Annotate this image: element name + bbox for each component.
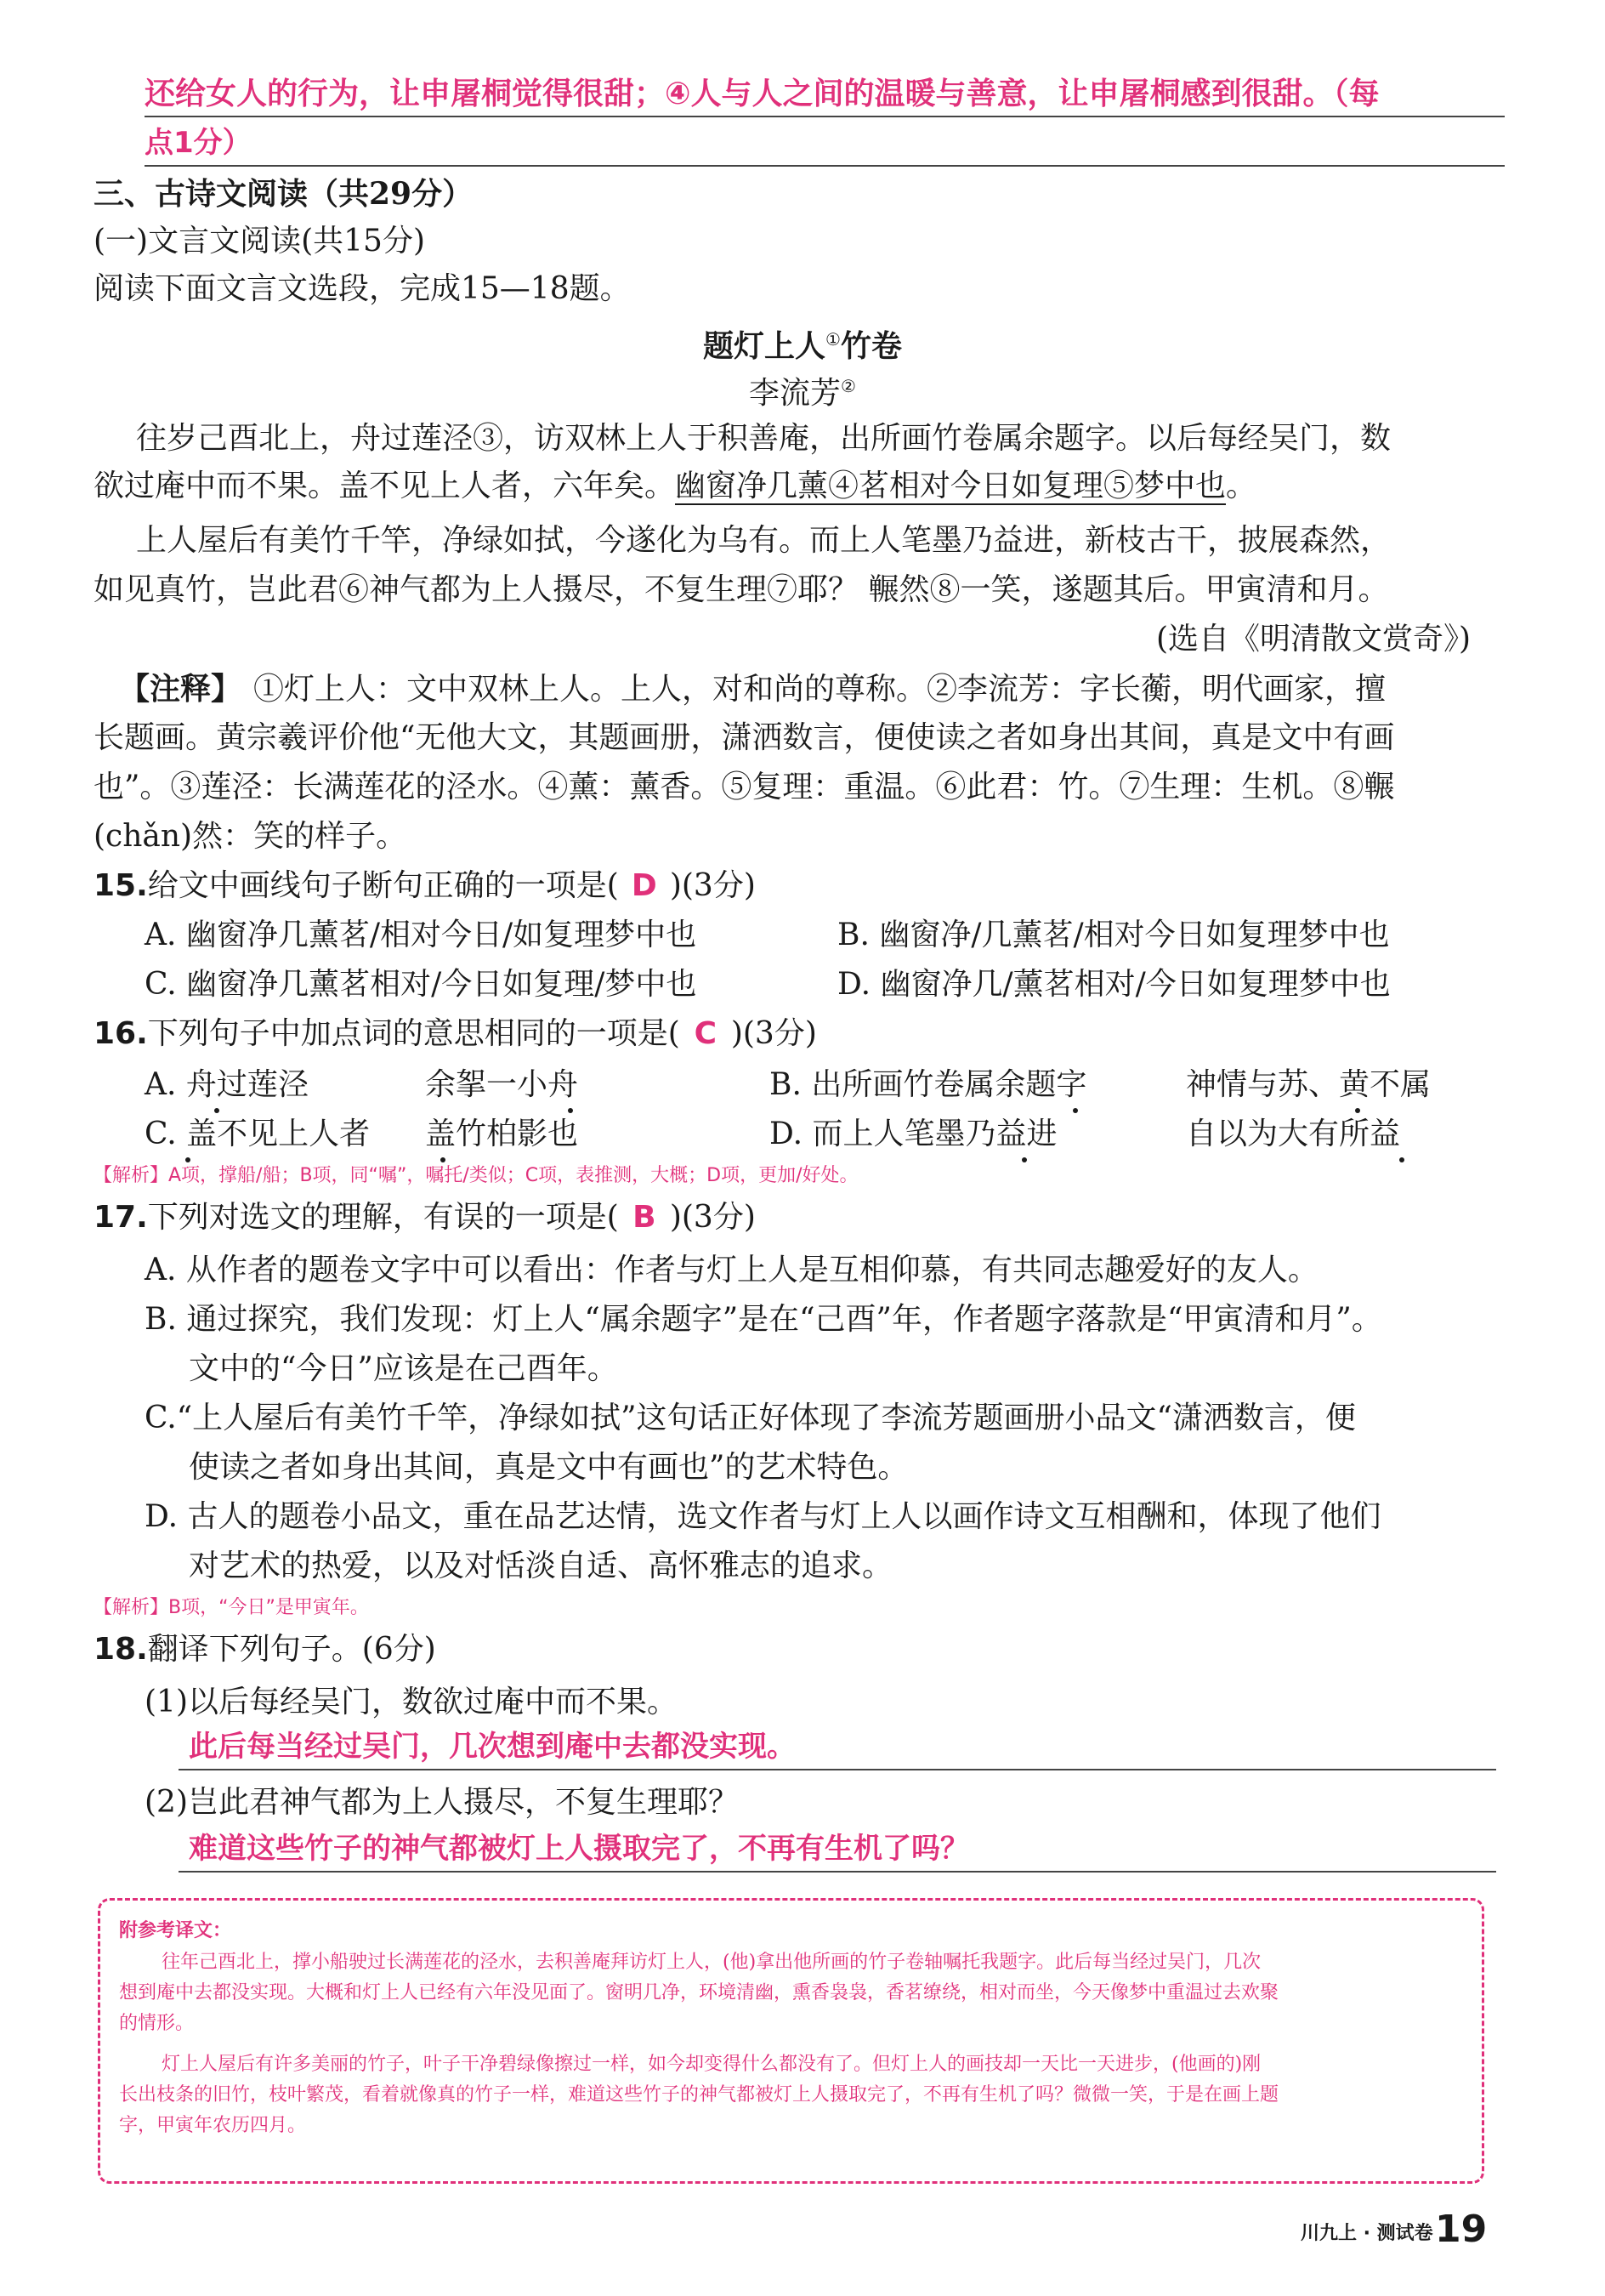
answer-underline [145,116,1505,117]
q15-option-d: D. 幽窗净几/薰茗相对/今日如复理梦中也 [837,967,1391,1002]
q16-option-d2: 自以为大有所益 [1186,1117,1401,1151]
footer-label: 川九上 · 测试卷 [1301,2223,1433,2244]
sub-heading: (一)文言文阅读(共15分) [94,224,425,259]
q16-option-d1: D. 而上人笔墨乃益进 [769,1117,1058,1151]
reference-line1: 往年己酉北上，撑小船驶过长满莲花的泾水，去积善庵拜访灯上人，(他)拿出他所画的竹子卷轴嘱托我题字。此后每当经过吴门，几次 [162,1952,1262,1973]
notes-line3: 也”。③莲泾：长满莲花的泾水。④薰：薰香。⑤复理：重温。⑥此君：竹。⑦生理：生机。⑧冁 [94,770,1395,804]
reference-line4: 灯上人屋后有许多美丽的竹子，叶子干净碧绿像擦过一样，如今却变得什么都没有了。但灯上人的画技却一天比一天进步，(他画的)刚 [162,2054,1262,2075]
q15-option-a: A. 幽窗净几薰茗/相对今日/如复理梦中也 [145,918,697,952]
emphasis-dot [568,1108,573,1113]
emphasis-dot [185,1157,190,1162]
q17-option-c-line2: 使读之者如身出其间，真是文中有画也”的艺术特色。 [189,1450,909,1485]
q17-option-a: A. 从作者的题卷文字中可以看出：作者与灯上人是互相仰慕，有共同志趣爱好的友人。 [145,1253,1319,1287]
emphasis-dot [440,1157,445,1162]
reference-title: 附参考译文： [119,1919,232,1941]
q17-analysis: 【解析】B项，“今日”是甲寅年。 [94,1597,369,1618]
q17-option-c-line1: C.“上人屋后有美竹千竿，净绿如拭”这句话正好体现了李流芳题画册小品文“潇洒数言，便 [145,1401,1356,1435]
emphasis-dot [1022,1157,1027,1162]
notes-line4: (chǎn)然：笑的样子。 [94,819,407,854]
q16-answer: C [694,1016,717,1051]
passage-p1-line2: 欲过庵中而不果。盖不见上人者，六年矣。幽窗净几薰④茗相对今日如复理⑤梦中也。 [94,469,1257,503]
emphasis-dot [214,1108,219,1113]
q16-option-b2: 神情与苏、黄不属 [1186,1067,1432,1102]
q15-option-c: C. 幽窗净几薰茗相对/今日如复理/梦中也 [145,967,697,1002]
reference-line6: 字，甲寅年农历四月。 [119,2115,307,2136]
page-number: 19 [1435,2208,1488,2251]
q15-answer: D [631,868,657,903]
q18-sentence-1: (1)以后每经吴门，数欲过庵中而不果。 [145,1685,678,1719]
q17-option-b-line2: 文中的“今日”应该是在己酉年。 [189,1351,618,1386]
q18-answer-1: 此后每当经过吴门，几次想到庵中去都没实现。 [189,1730,796,1764]
underlined-sentence: 幽窗净几薰④茗相对今日如复理⑤梦中也 [675,469,1227,503]
prev-answer-line1: 还给女人的行为，让申屠桐觉得很甜；④人与人之间的温暖与善意，让申屠桐感到很甜。（每 [145,77,1380,111]
q16-option-b1: B. 出所画竹卷属余题字 [769,1067,1087,1102]
prev-answer-line2: 点1分） [145,126,252,160]
passage-author: 李流芳② [749,376,856,411]
q16-option-c1: C. 盖不见上人者 [145,1117,371,1151]
notes-line2: 长题画。黄宗羲评价他“无他大文，其题画册，潇洒数言，便使读之者如身出其间，真是文中有画 [94,720,1395,755]
q17-stem: 17.下列对选文的理解，有误的一项是( B )(3分) [94,1197,756,1238]
notes-line1: 【注释】 ①灯上人：文中双林上人。上人，对和尚的尊称。②李流芳：字长蘅，明代画家，擅 [119,671,1387,707]
reference-line3: 的情形。 [119,2013,195,2034]
passage-title: 题灯上人①竹卷 [703,328,902,364]
q17-option-d-line1: D. 古人的题卷小品文，重在品艺达情，选文作者与灯上人以画作诗文互相酬和，体现了他们 [145,1499,1381,1534]
q16-stem: 16.下列句子中加点词的意思相同的一项是( C )(3分) [94,1014,817,1054]
instruction: 阅读下面文言文选段，完成15—18题。 [94,271,631,306]
passage-p2-line1: 上人屋后有美竹千竿，净绿如拭，今遂化为乌有。而上人笔墨乃益进，新枝古干，披展森然， [136,523,1392,558]
q17-option-b-line1: B. 通过探究，我们发现：灯上人“属余题字”是在“己酉”年，作者题字落款是“甲寅清和月”。 [145,1302,1382,1337]
q15-option-b: B. 幽窗净/几薰茗/相对今日如复理梦中也 [837,918,1390,952]
q17-option-d-line2: 对艺术的热爱，以及对恬淡自适、高怀雅志的追求。 [189,1549,893,1583]
passage-p2-line2: 如见真竹，岂此君⑥神气都为上人摄尽，不复生理⑦耶？ 冁然⑧一笑，遂题其后。甲寅清和月。 [94,572,1389,607]
q16-option-c2: 盖竹柏影也 [425,1117,579,1151]
q18-sentence-2: (2)岂此君神气都为上人摄尽，不复生理耶？ [145,1785,739,1820]
reference-line5: 长出枝条的旧竹，枝叶繁茂，看着就像真的竹子一样，难道这些竹子的神气都被灯上人摄取完了，不再有生机了吗？微微一笑，于是在画上题 [119,2084,1279,2106]
q16-option-a2: 余挐一小舟 [425,1067,579,1102]
q18-stem: 18.翻译下列句子。(6分) [94,1632,436,1667]
q18-answer-2: 难道这些竹子的神气都被灯上人摄取完了，不再有生机了吗？ [189,1832,969,1866]
q15-stem: 15.给文中画线句子断句正确的一项是( D )(3分) [94,866,756,906]
emphasis-dot [1355,1108,1360,1113]
emphasis-dot [1073,1108,1078,1113]
section-heading: 三、古诗文阅读（共29分） [94,176,474,212]
q16-analysis: 【解析】A项，撑船/船；B项，同“嘱”，嘱托/类似；C项，表推测，大概；D项，更加/好处。 [94,1165,859,1186]
answer-underline [145,165,1505,167]
q16-option-a1: A. 舟过莲泾 [145,1067,309,1102]
passage-p1-line1: 往岁己酉北上，舟过莲泾③，访双林上人于积善庵，出所画竹卷属余题字。以后每经吴门，数 [136,421,1392,456]
passage-source: (选自《明清散文赏奇》) [1156,622,1472,656]
q17-answer: B [632,1200,656,1235]
emphasis-dot [1399,1157,1404,1162]
answer-underline [179,1871,1496,1873]
answer-underline [179,1769,1496,1770]
reference-line2: 想到庵中去都没实现。大概和灯上人已经有六年没见面了。窗明几净，环境清幽，熏香袅袅，香茗缭绕，相对而坐，今天像梦中重温过去欢聚 [119,1982,1279,2003]
